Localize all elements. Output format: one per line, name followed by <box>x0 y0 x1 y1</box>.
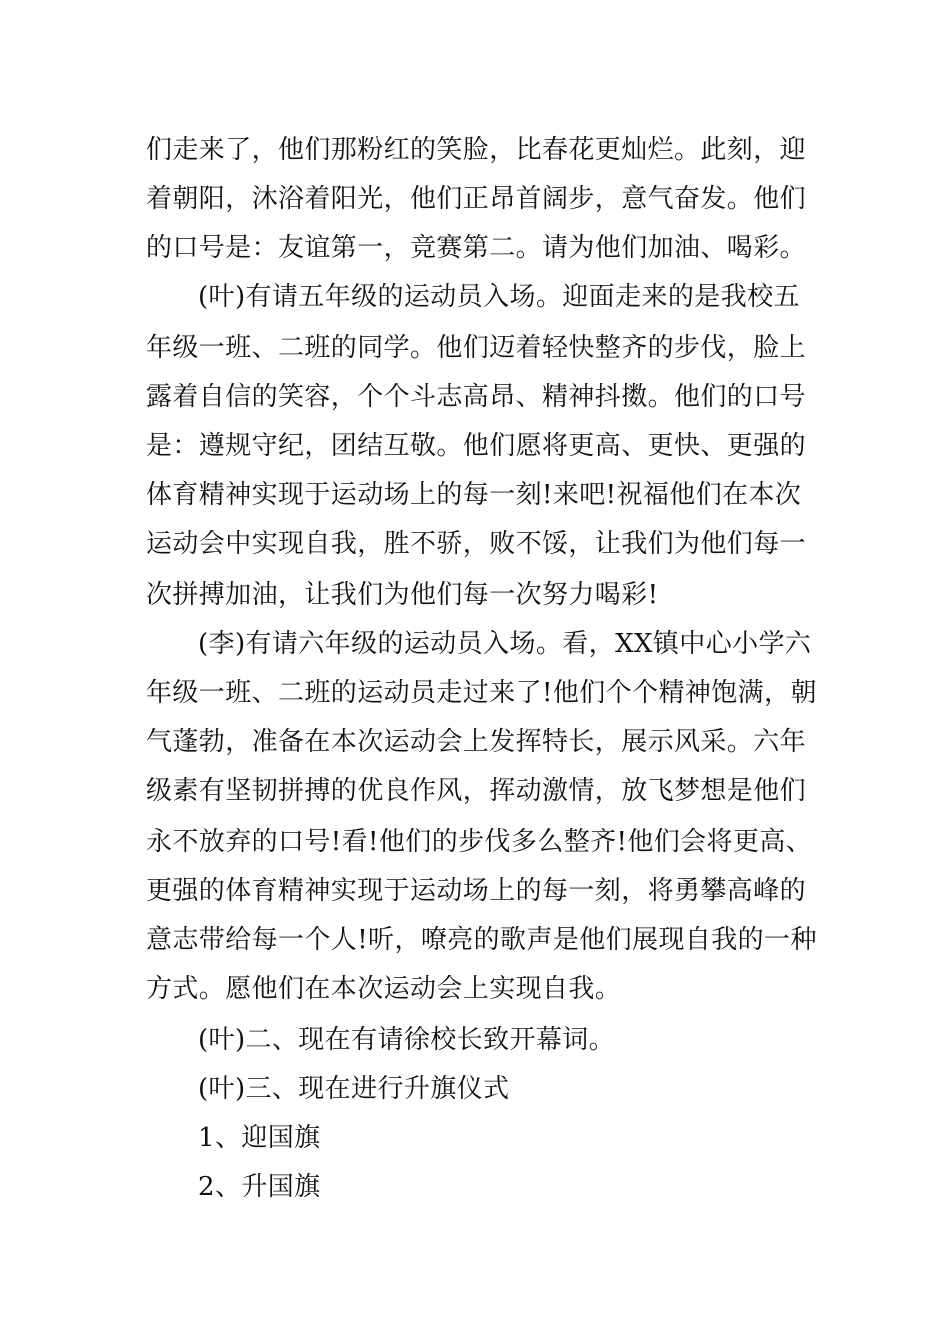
text-line: 的口号是：友谊第一，竞赛第二。请为他们加油、喝彩。 <box>146 233 807 263</box>
text-line: 永不放弃的口号!看!他们的步伐多么整齐!他们会将更高、 <box>146 827 813 857</box>
text-line: 是：遵规守纪，团结互敬。他们愿将更高、更快、更强的 <box>146 431 807 461</box>
text-line: 着朝阳，沐浴着阳光，他们正昂首阔步，意气奋发。他们 <box>146 184 807 214</box>
text-line: 们走来了，他们那粉红的笑脸，比春花更灿烂。此刻，迎 <box>146 135 807 165</box>
text-line: 体育精神实现于运动场上的每一刻!来吧!祝福他们在本次 <box>146 480 802 510</box>
text-line: 更强的体育精神实现于运动场上的每一刻，将勇攀高峰的 <box>146 876 807 906</box>
text-line: 次拼搏加油，让我们为他们每一次努力喝彩! <box>146 580 659 610</box>
text-line: (叶)有请五年级的运动员入场。迎面走来的是我校五 <box>198 282 800 312</box>
text-line: 年级一班、二班的同学。他们迈着轻快整齐的步伐，脸上 <box>146 333 807 363</box>
text-line: 露着自信的笑容，个个斗志高昂、精神抖擞。他们的口号 <box>146 382 807 412</box>
text-line: 2、升国旗 <box>198 1172 321 1202</box>
text-line: 级素有坚韧拼搏的优良作风，挥动激情，放飞梦想是他们 <box>146 776 807 806</box>
text-line: 气蓬勃，准备在本次运动会上发挥特长，展示风采。六年 <box>146 727 807 757</box>
text-line: 运动会中实现自我，胜不骄，败不馁，让我们为他们每一 <box>146 529 807 559</box>
text-line: 1、迎国旗 <box>198 1123 321 1153</box>
text-line: (叶)二、现在有请徐校长致开幕词。 <box>198 1025 616 1055</box>
text-line: 意志带给每一个人!听，嘹亮的歌声是他们展现自我的一种 <box>146 925 817 955</box>
text-line: 年级一班、二班的运动员走过来了!他们个个精神饱满，朝 <box>146 678 817 708</box>
text-line: (李)有请六年级的运动员入场。看，XX镇中心小学六 <box>198 629 812 659</box>
text-line: 方式。愿他们在本次运动会上实现自我。 <box>146 974 622 1004</box>
text-line: (叶)三、现在进行升旗仪式 <box>198 1074 510 1104</box>
